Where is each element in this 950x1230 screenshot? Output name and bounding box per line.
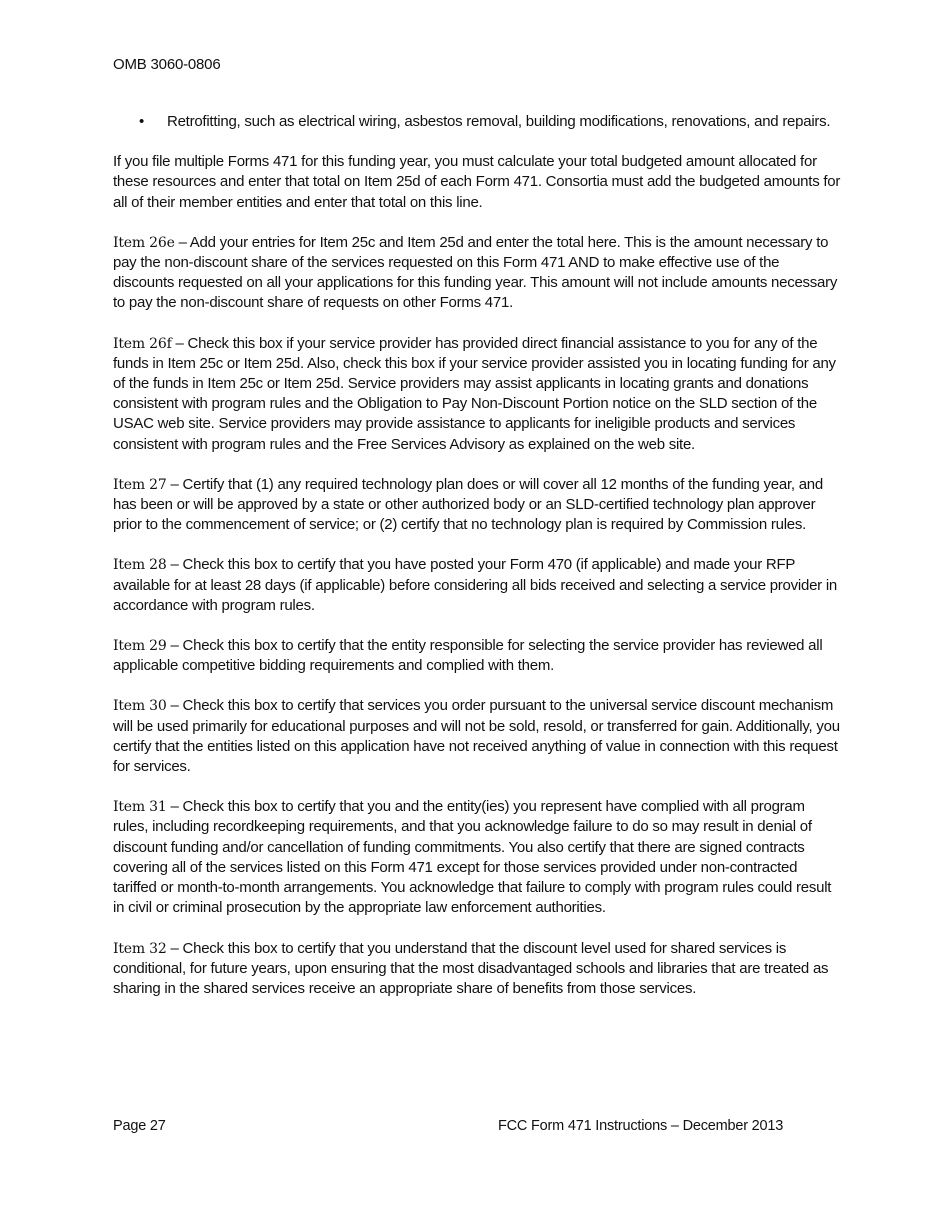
page-body [113,112,841,1019]
item-label: Item 32 [113,940,167,957]
item-26f-paragraph [113,334,841,455]
item-text: – Check this box to certify that you understand that the discount level used for shared services is conditional, for future years, upon ensuring that the most disadvantaged schools and libraries that are treated as sharing in the shared services receive an appropriate share of benefits from those services. [113,939,829,997]
item-31-paragraph [113,797,841,918]
item-label: Item 28 [113,557,167,574]
item-text: – Check this box to certify that services you order pursuant to the universal service discount mechanism will be used primarily for educational purposes and will not be sold, resold, or transferred for gain. Additionally, you certify that the entities listed on this application have not received anything of value in connection with this request for services. [113,697,840,776]
item-30-paragraph [113,696,841,777]
item-27-paragraph [113,475,841,536]
item-text: – Check this box to certify that you and the entity(ies) you represent have complied with all program rules, including recordkeeping requirements, and that you acknowledge failure to do so may result in denial of discount funding and/or cancellation of funding commitments. You also certify that there are signed contracts covering all of the services listed on this Form 471 except for those services provided under non-contracted tariffed or month-to-month arrangements. You acknowledge that failure to comply with program rules could result in civil or criminal prosecution by the appropriate law enforcement authorities. [113,798,832,917]
item-label: Item 27 [113,476,167,493]
item-label: Item 26f [113,335,172,352]
item-29-paragraph [113,636,841,676]
item-32-paragraph [113,939,841,1000]
bullet-list-item [139,112,841,132]
item-text: – Check this box to certify that you have posted your Form 470 (if applicable) and made your RFP available for at least 28 days (if applicable) before considering all bids received and selecting a service provider in accordance with program rules. [113,556,837,614]
footer-title: FCC Form 471 Instructions – December 2013 [498,1118,784,1134]
item-text: – Certify that (1) any required technology plan does or will cover all 12 months of the funding year, and has been or will be approved by a state or other authorized body or an SLD-certified technology plan approver prior to the commencement of service; or (2) certify that no technology plan is required by Commission rules. [113,475,823,534]
bullet-text: Retrofitting, such as electrical wiring, asbestos removal, building modifications, renovations, and repairs. [167,113,831,130]
intro-paragraph: If you file multiple Forms 471 for this funding year, you must calculate your total budgeted amount allocated for these resources and enter that total on Item 25d of each Form 471. Consortia must add the budgeted amounts for all of their member entities and enter that total on this line. [113,153,841,211]
bullet-icon: • [139,113,145,130]
item-26e-paragraph [113,233,841,314]
item-label: Item 31 [113,799,167,816]
item-text: – Check this box to certify that the entity responsible for selecting the service provider has reviewed all applicable competitive bidding requirements and complied with them. [113,637,823,675]
item-label: Item 26e [113,234,175,251]
item-28-paragraph [113,555,841,616]
item-label: Item 30 [113,698,167,715]
item-text: – Add your entries for Item 25c and Item 25d and enter the total here. This is the amount necessary to pay the non-discount share of the services requested on this Form 471 AND to make effective use of the discounts requested on all your applications for this funding year. This amount will not include amounts necessary to pay the non-discount share of requests on other Forms 471. [113,233,838,312]
omb-number: OMB 3060-0806 [113,56,221,73]
item-label: Item 29 [113,638,167,655]
item-text: – Check this box if your service provider has provided direct financial assistance to you for any of the funds in Item 25c or Item 25d. Also, check this box if your service provider assisted you in locating funding for any of the funds in Item 25c or Item 25d. Service providers may assist applicants in locating grants and donations consistent with program rules and the Obligation to Pay Non-Discount Portion notice on the SLD section of the USAC web site. Service providers may provide assistance to applicants for ineligible products and services consistent with program rules and the Free Services Advisory as explained on the web site. [113,334,836,453]
page-number: Page 27 [113,1118,166,1134]
